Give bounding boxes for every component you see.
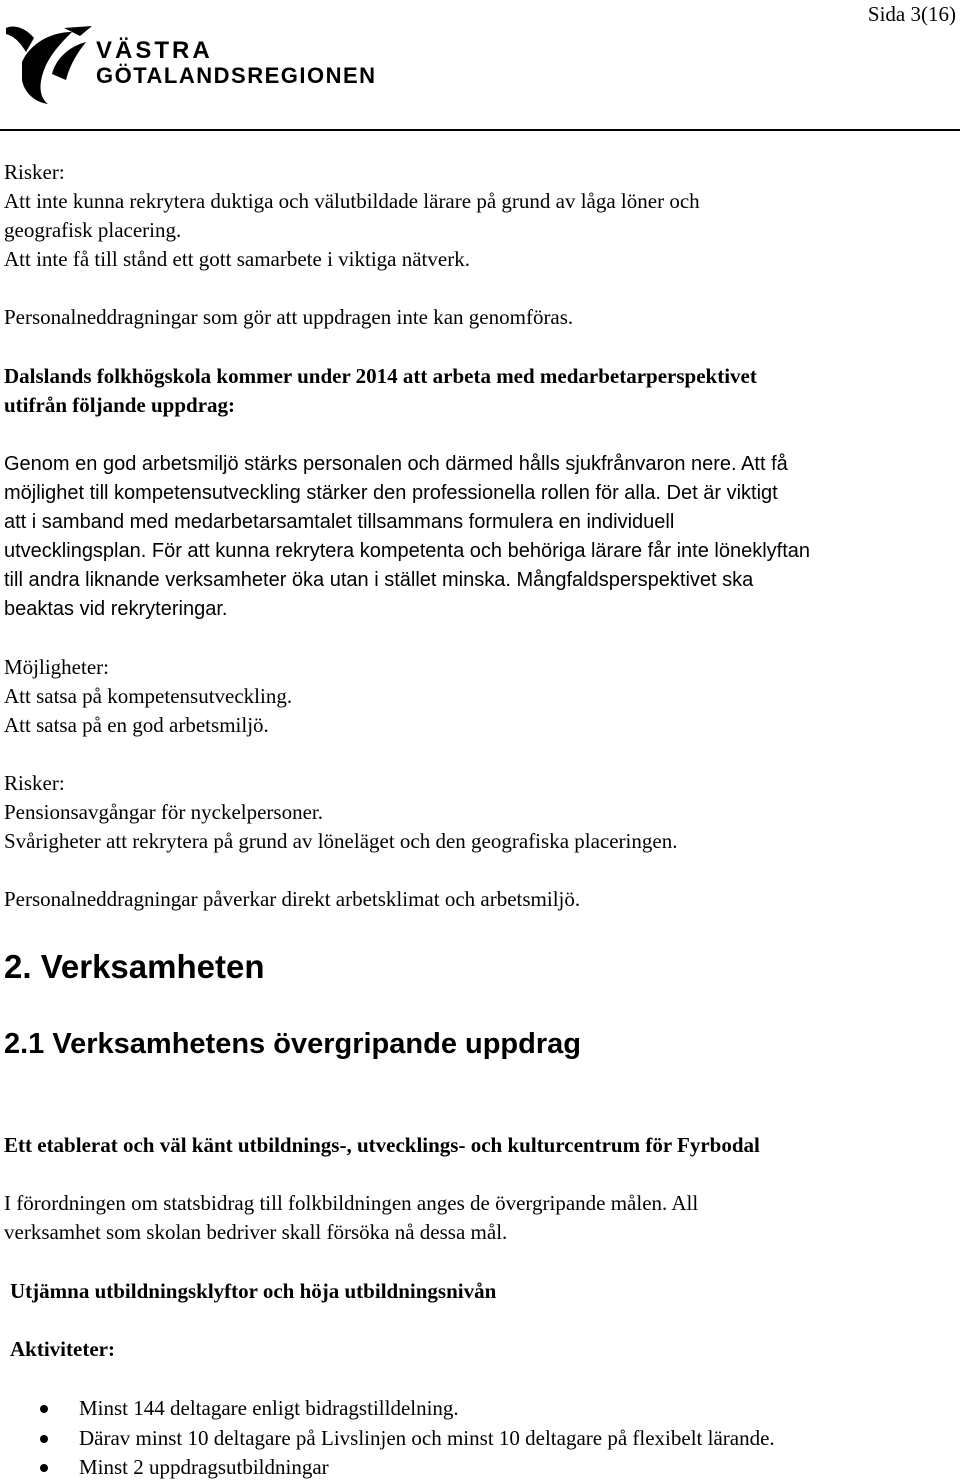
bullet-icon <box>40 1435 48 1443</box>
risker1-line-3: Att inte få till stånd ett gott samarbete i viktiga nätverk. <box>4 247 470 271</box>
goal-heading: Utjämna utbildningsklyftor och höja utbildningsnivån <box>10 1279 497 1303</box>
uppdrag-heading-line-2: utifrån följande uppdrag: <box>4 393 236 417</box>
risker2-line-2: Svårigheter att rekrytera på grund av löneläget och den geografiska placeringen. <box>4 829 678 853</box>
list-item <box>0 1394 775 1424</box>
page-number: Sida 3(16) <box>867 2 956 26</box>
page-header <box>0 0 960 131</box>
uppdrag-heading-line-1: Dalslands folkhögskola kommer under 2014 att arbeta med medarbetarperspektivet <box>4 364 757 388</box>
activities-list <box>0 1394 775 1483</box>
uppdrag-line-4: utvecklingsplan. För att kunna rekrytera kompetenta och behöriga lärare får inte löneklyftan <box>4 540 810 562</box>
risker-heading-1: Risker: <box>4 160 65 184</box>
risker2-extra: Personalneddragningar påverkar direkt arbetsklimat och arbetsmiljö. <box>4 887 581 911</box>
bullet-icon <box>40 1464 48 1472</box>
section-body-line-2: verksamhet som skolan bedriver skall försöka nå dessa mål. <box>4 1220 508 1244</box>
risker2-line-1: Pensionsavgångar för nyckelpersoner. <box>4 800 323 824</box>
vastra-gotalandsregionen-logo <box>4 22 384 111</box>
uppdrag-line-3: att i samband med medarbetarsamtalet tillsammans formulera en individuell <box>4 511 675 533</box>
list-item-text: Därav minst 10 deltagare på Livslinjen och minst 10 deltagare på flexibelt lärande. <box>79 1425 775 1450</box>
risker-heading-2: Risker: <box>4 771 65 795</box>
section-bold-line: Ett etablerat och väl känt utbildnings-, utvecklings- och kulturcentrum för Fyrbodal <box>4 1133 760 1157</box>
section-title: 2. Verksamheten <box>4 948 265 985</box>
uppdrag-line-1: Genom en god arbetsmiljö stärks personalen och därmed hålls sjukfrånvaron nere. Att få <box>4 453 788 475</box>
logo-text-line2: GÖTALANDSREGIONEN <box>96 63 377 88</box>
risker1-line-2: geografisk placering. <box>4 218 182 242</box>
logo-text-line1: VÄSTRA <box>96 37 213 64</box>
section-body-line-1: I förordningen om statsbidrag till folkbildningen anges de övergripande målen. All <box>4 1191 699 1215</box>
list-item <box>0 1453 775 1483</box>
uppdrag-line-2: möjlighet till kompetensutveckling stärker den professionella rollen för alla. Det är viktigt <box>4 482 778 504</box>
mojligheter-heading: Möjligheter: <box>4 655 109 679</box>
bullet-icon <box>40 1405 48 1413</box>
logo-mark-icon <box>4 22 384 106</box>
list-item-text: Minst 144 deltagare enligt bidragstilldelning. <box>79 1396 459 1420</box>
section-subtitle: 2.1 Verksamhetens övergripande uppdrag <box>4 1028 581 1060</box>
risker1-line-1: Att inte kunna rekrytera duktiga och välutbildade lärare på grund av låga löner och <box>4 189 700 213</box>
mojligheter-line-1: Att satsa på kompetensutveckling. <box>4 684 293 708</box>
header-rule <box>0 129 960 131</box>
activities-heading: Aktiviteter: <box>10 1337 115 1361</box>
risker1-extra: Personalneddragningar som gör att uppdragen inte kan genomföras. <box>4 305 574 329</box>
mojligheter-line-2: Att satsa på en god arbetsmiljö. <box>4 713 269 737</box>
uppdrag-line-5: till andra liknande verksamheter öka utan i stället minska. Mångfaldsperspektivet ska <box>4 569 754 591</box>
list-item <box>0 1424 775 1454</box>
list-item-text: Minst 2 uppdragsutbildningar <box>79 1455 329 1479</box>
uppdrag-line-6: beaktas vid rekryteringar. <box>4 598 228 620</box>
